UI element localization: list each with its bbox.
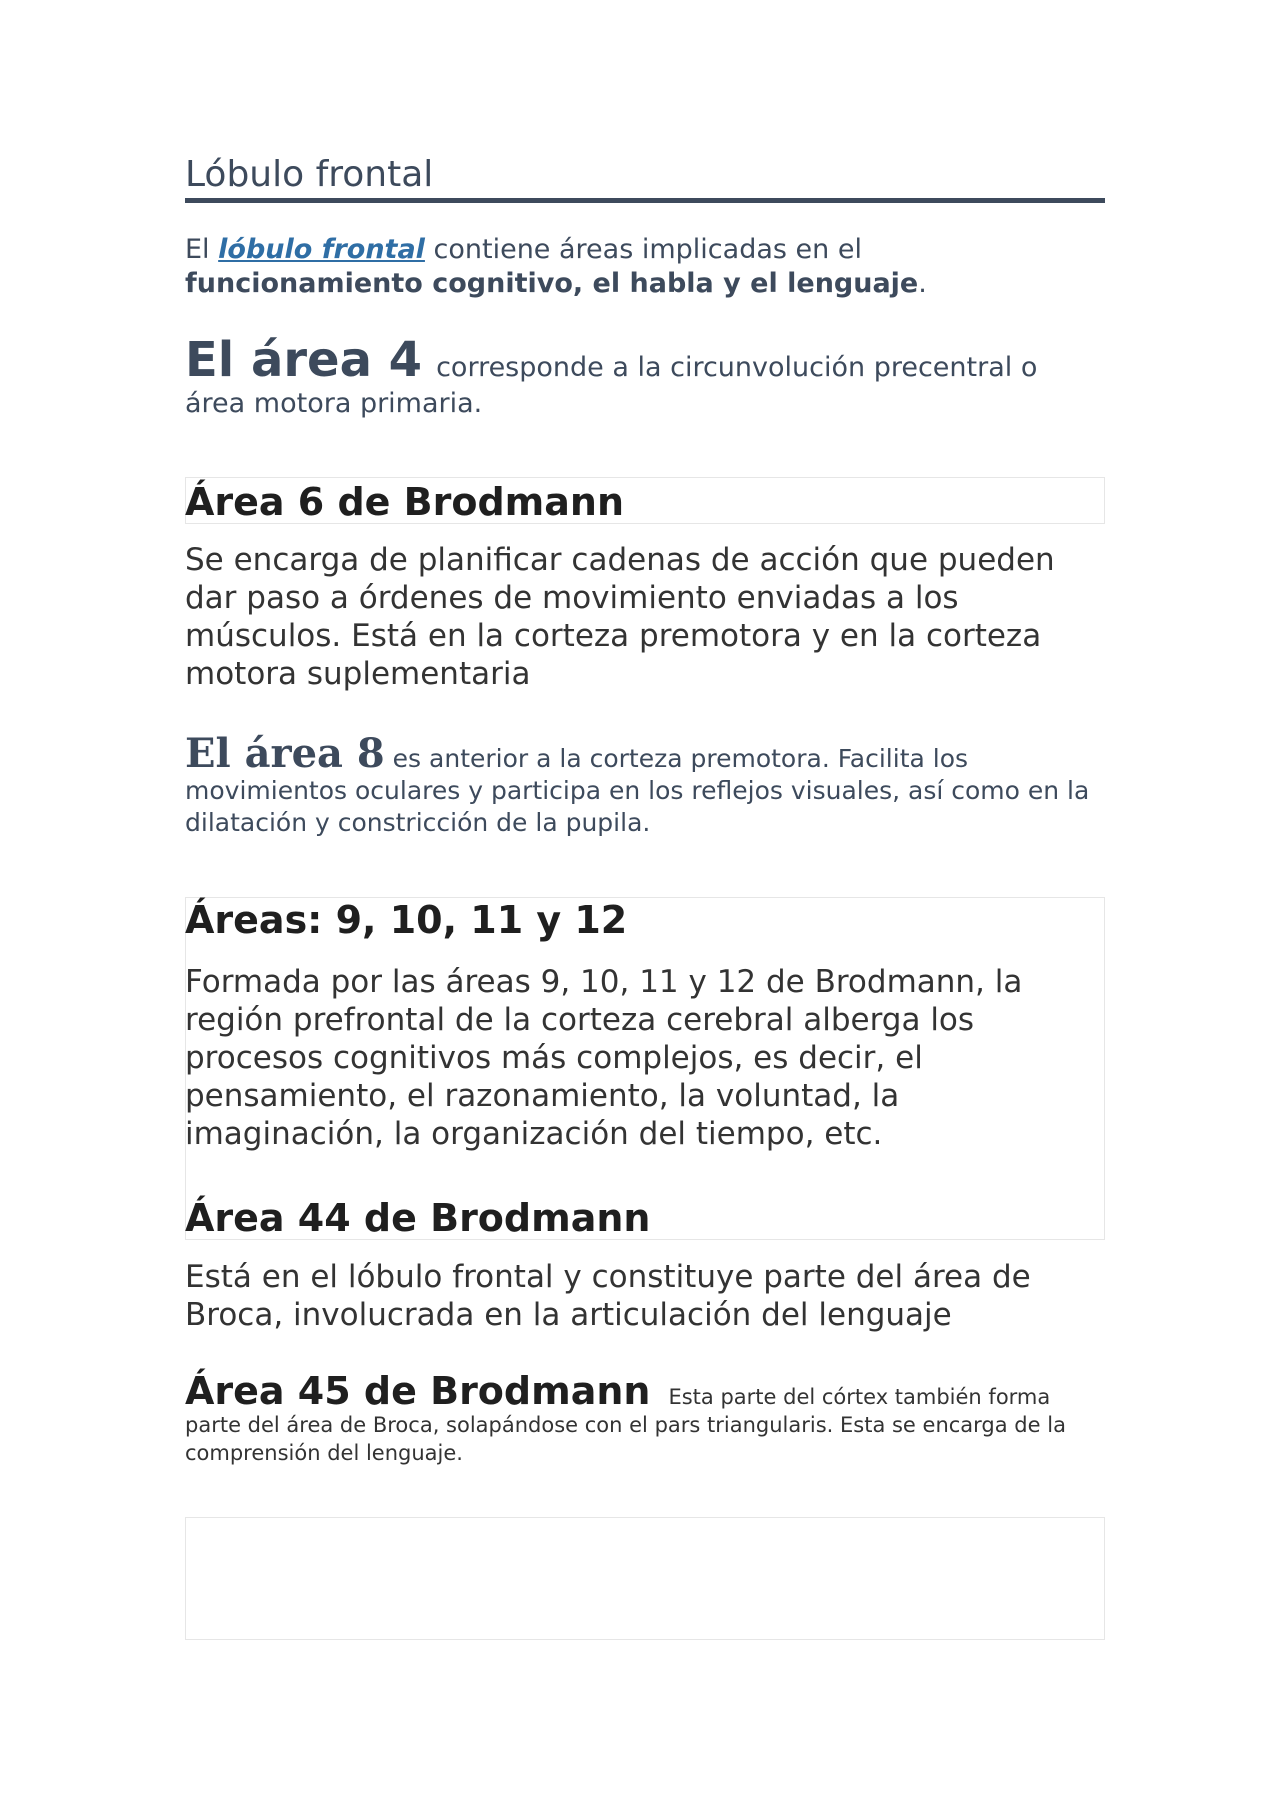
area8-text: es anterior a la corteza premotora. Facilita los movimientos oculares y participa en los reflejos visuales, así como en la dilatación y constricción de la pupila. [185,744,1090,837]
intro-bold: funcionamiento cognitivo, el habla y el lenguaje [185,268,919,299]
area4-paragraph [185,332,1105,422]
area45-heading: Área 45 de Brodmann [185,1369,651,1413]
areas-9-12-heading: Áreas: 9, 10, 11 y 12 [185,898,628,942]
intro-middle: contiene áreas implicadas en el [424,234,862,265]
areas-9-12-text: Formada por las áreas 9, 10, 11 y 12 de Brodmann, la región prefrontal de la corteza cerebral alberga los procesos cognitivos más complejos, es decir, el pensamiento, el razonamiento, la voluntad, la imaginación, la organización del tiempo, etc. [185,964,1023,1152]
area8-paragraph [185,730,1105,839]
area4-text: corresponde a la circunvolución precentral o área motora primaria. [185,352,1038,419]
area44-heading: Área 44 de Brodmann [185,1196,651,1240]
page-title: Lóbulo frontal [185,153,1105,203]
area4-heading: El área 4 [185,332,423,388]
area8-heading: El área 8 [185,730,385,777]
empty-box [185,1517,1105,1640]
frontal-lobe-link[interactable]: lóbulo frontal [218,234,425,265]
area45-paragraph [185,1369,1105,1467]
area44-text: Está en el lóbulo frontal y constituye parte del área de Broca, involucrada en la articulación del lenguaje [185,1259,1031,1333]
area6-heading: Área 6 de Brodmann [185,480,625,524]
area6-text: Se encarga de planificar cadenas de acción que pueden dar paso a órdenes de movimiento enviadas a los músculos. Está en la corteza premotora y en la corteza motora suplementaria [185,542,1055,692]
area45-text: Esta parte del córtex también forma parte del área de Broca, solapándose con el pars triangularis. Esta se encarga de la comprensión del lenguaje. [185,1385,1066,1465]
intro-paragraph [185,233,1105,301]
intro-prefix: El [185,234,219,265]
intro-suffix: . [918,268,927,299]
